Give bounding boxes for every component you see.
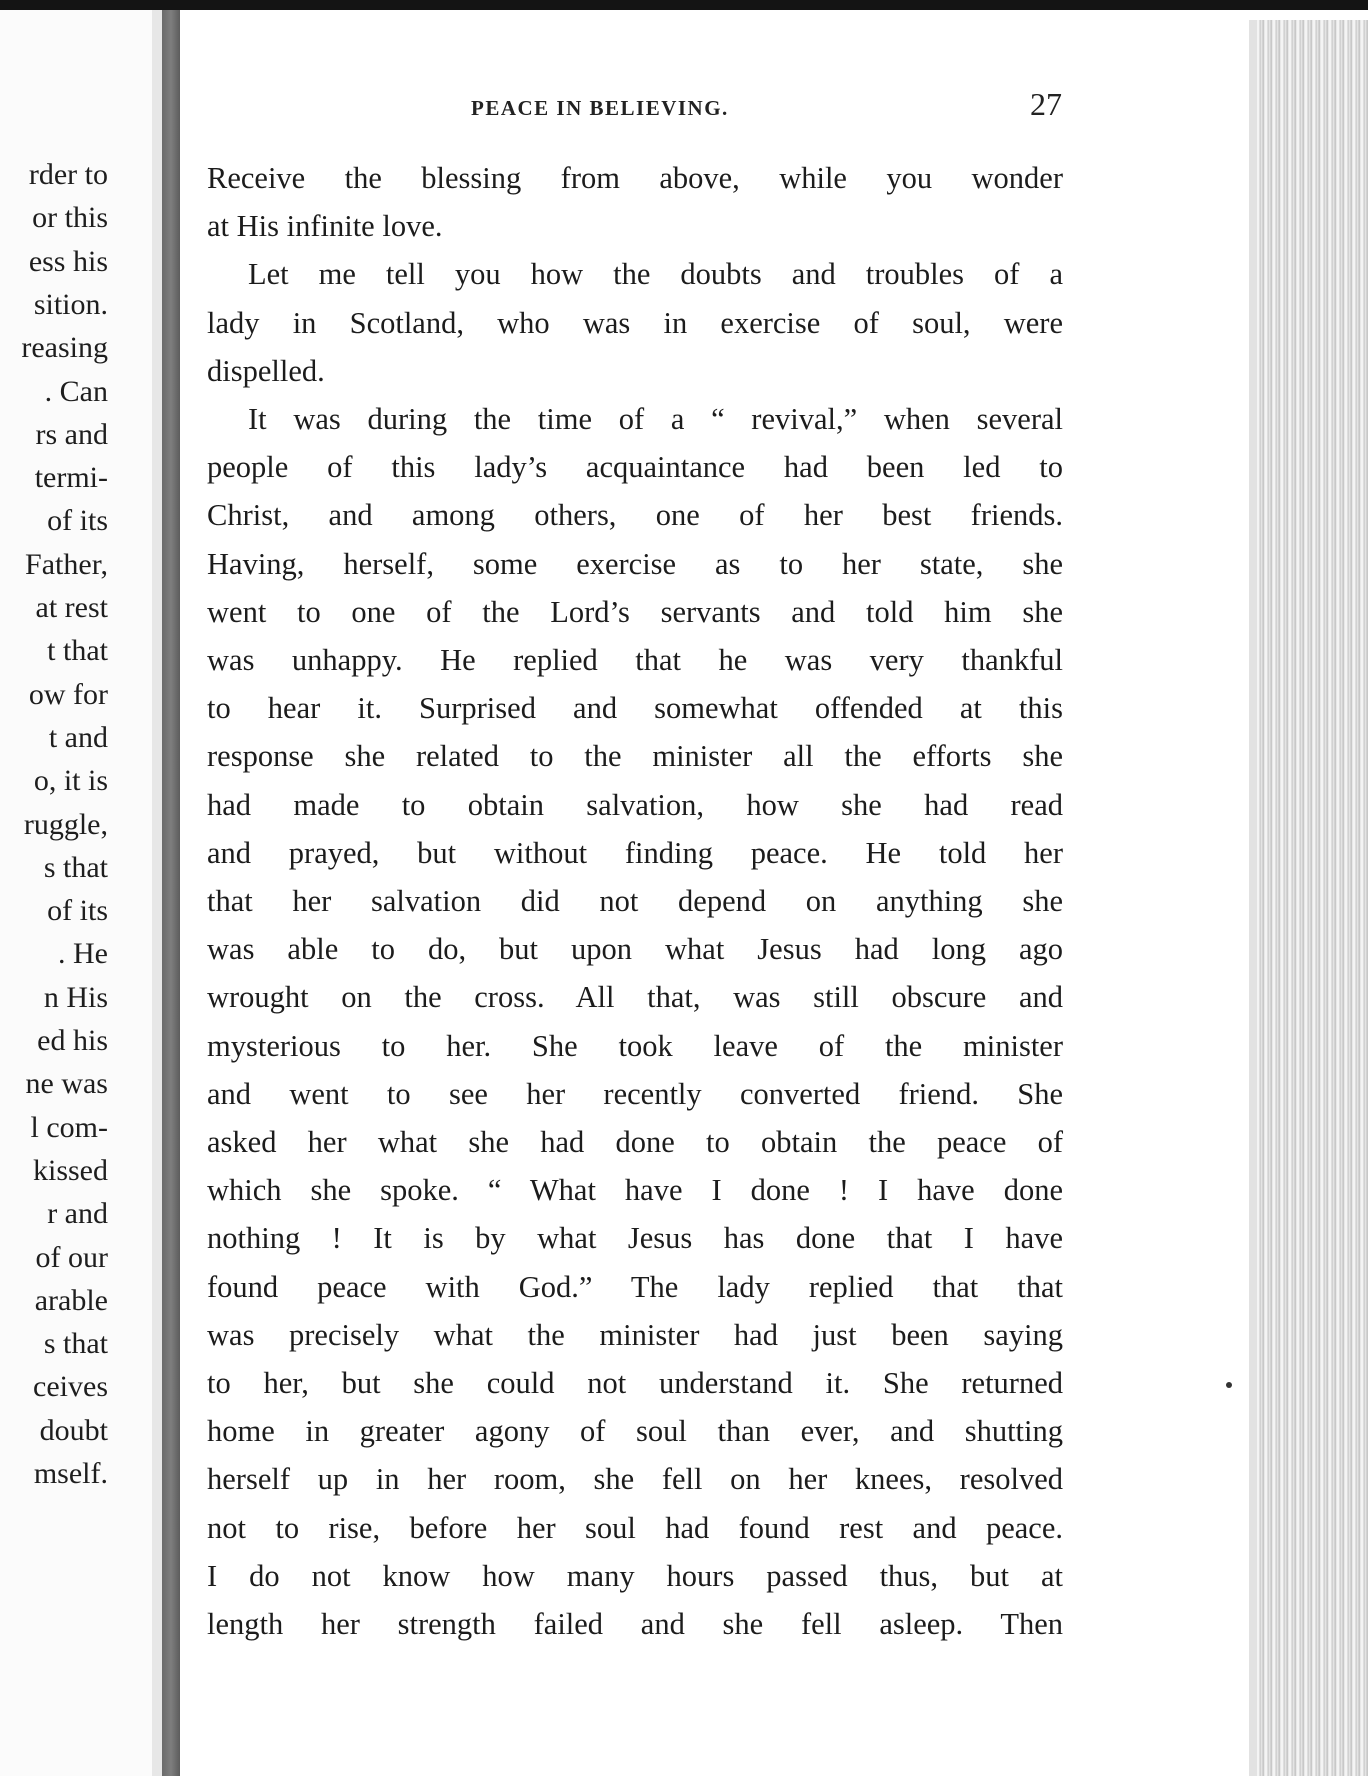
previous-page-line: ess his [28,245,108,278]
previous-page-line: arable [34,1284,108,1317]
top-edge-shadow [0,0,1368,10]
previous-page-line: sition. [33,288,108,321]
text-line: lady in Scotland, who was in exercise of soul, were [207,306,1063,340]
previous-page-line: mself. [33,1457,108,1490]
page-edges [1249,20,1368,1776]
previous-page [0,10,152,1776]
binding-shadow [162,10,180,1776]
text-line: was able to do, but upon what Jesus had long ago [207,932,1063,966]
previous-page-line: l com- [30,1111,108,1144]
text-line: that her salvation did not depend on anything she [207,884,1063,918]
gutter [152,10,162,1776]
page-number: 27 [1030,86,1062,122]
previous-page-line: s that [43,851,108,884]
text-line: found peace with God.” The lady replied that that [207,1270,1063,1304]
previous-page-line: r and [47,1197,108,1230]
text-line: wrought on the cross. All that, was still obscure and [207,980,1063,1014]
previous-page-line: or this [32,201,108,234]
text-line: It was during the time of a “ revival,” when several [248,402,1063,436]
text-line: to hear it. Surprised and somewhat offended at this [207,691,1063,725]
previous-page-line: s that [43,1327,108,1360]
text-line: not to rise, before her soul had found rest and peace. [207,1511,1063,1545]
text-line: Let me tell you how the doubts and troubles of a [248,257,1063,291]
previous-page-line: kissed [33,1154,108,1187]
previous-page-line: o, it is [33,764,108,797]
previous-page-line: doubt [39,1414,108,1447]
previous-page-line: rder to [28,158,108,191]
text-line: herself up in her room, she fell on her knees, resolved [207,1462,1063,1496]
page-edges-shadow [1249,20,1257,1776]
previous-page-line: rs and [35,418,108,451]
previous-page-line: of our [35,1241,108,1274]
text-line: response she related to the minister all the efforts she [207,739,1063,773]
text-line: Having, herself, some exercise as to her state, she [207,547,1063,581]
text-line: had made to obtain salvation, how she had read [207,788,1063,822]
previous-page-line: ne was [25,1067,108,1100]
previous-page-line: of its [47,894,108,927]
previous-page-line: reasing [21,331,108,364]
text-line: mysterious to her. She took leave of the minister [207,1029,1063,1063]
text-line: asked her what she had done to obtain the peace of [207,1125,1063,1159]
text-line: Christ, and among others, one of her best friends. [207,498,1063,532]
previous-page-line: t and [48,721,108,754]
text-line: went to one of the Lord’s servants and told him she [207,595,1063,629]
text-line: length her strength failed and she fell asleep. Then [207,1607,1063,1641]
text-line: to her, but she could not understand it. She returned [207,1366,1063,1400]
previous-page-line: t that [47,634,108,667]
previous-page-line: ceives [33,1370,108,1403]
text-line: people of this lady’s acquaintance had been led to [207,450,1063,484]
previous-page-line: . Can [44,375,108,408]
text-line: dispelled. [207,354,325,388]
text-line: which she spoke. “ What have I done ! I have done [207,1173,1063,1207]
previous-page-line: at rest [35,591,108,624]
previous-page-line: Father, [25,548,108,581]
scan-speck [1226,1382,1232,1388]
text-line: was precisely what the minister had just been saying [207,1318,1063,1352]
text-line: and prayed, but without finding peace. He told her [207,836,1063,870]
previous-page-line: n His [43,981,108,1014]
previous-page-line: ed his [37,1024,108,1057]
previous-page-line: . He [58,937,108,970]
text-line: Receive the blessing from above, while you wonder [207,161,1063,195]
text-line: nothing ! It is by what Jesus has done that I have [207,1221,1063,1255]
running-head: PEACE IN BELIEVING. [471,96,729,120]
previous-page-line: ow for [28,678,108,711]
text-line: at His infinite love. [207,209,443,243]
text-line: I do not know how many hours passed thus, but at [207,1559,1063,1593]
previous-page-line: ruggle, [23,808,108,841]
previous-page-line: termi- [34,461,108,494]
text-line: and went to see her recently converted friend. She [207,1077,1063,1111]
text-line: home in greater agony of soul than ever, and shutting [207,1414,1063,1448]
text-line: was unhappy. He replied that he was very thankful [207,643,1063,677]
previous-page-line: of its [47,504,108,537]
